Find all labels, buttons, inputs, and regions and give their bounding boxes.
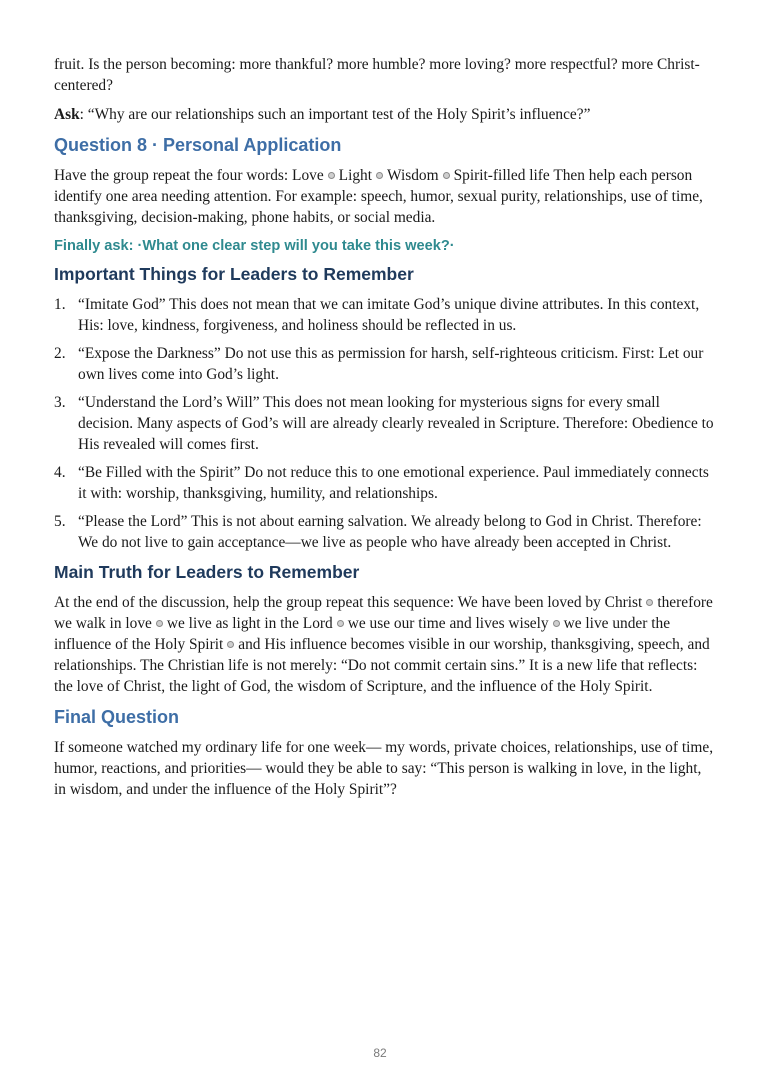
list-number: 1. [54, 296, 66, 313]
list-item-text: “Understand the Lord’s Will” This does not mean looking for mysterious signs for every small decision. Many aspects of God’s will are already clearly revealed in Scripture. Therefore: Obedience to His revealed will comes first. [78, 394, 714, 453]
ask-label: Ask [54, 106, 80, 123]
main-truth-text: we use our time and lives wisely [347, 615, 549, 632]
bullet-icon [328, 172, 335, 179]
main-truth-paragraph [54, 592, 716, 697]
list-number: 3. [54, 394, 66, 411]
list-item-text: “Be Filled with the Spirit” Do not reduce this to one emotional experience. Paul immediately connects it with: worship, thanksgiving, humility, and relationships. [78, 464, 709, 502]
page-number: 82 [373, 1046, 387, 1060]
question8-paragraph [54, 165, 716, 228]
bullet-icon [227, 641, 234, 648]
bullet-icon [553, 620, 560, 627]
list-item [54, 462, 716, 504]
ask-paragraph [54, 104, 716, 125]
list-item-text: “Expose the Darkness” Do not use this as permission for harsh, self-righteous criticism. First: Let our own lives come into God’s light. [78, 345, 704, 383]
final-question-heading: Final Question [54, 707, 180, 727]
bullet-icon [443, 172, 450, 179]
list-item [54, 511, 716, 553]
final-question-paragraph: If someone watched my ordinary life for one week— my words, private choices, relationships, use of time, humor, reactions, and priorities— would they be able to say: “This person is walking in love, in the light, in wisdom, and under the influence of the Holy Spirit”? [54, 739, 714, 798]
list-item-text: “Please the Lord” This is not about earning salvation. We already belong to God in Christ. Therefore: We do not live to gain acceptance—we live as people who have already been accepted in Christ. [78, 513, 702, 551]
finally-ask: Finally ask: ·What one clear step will you take this week?· [54, 238, 455, 254]
question8-heading: Question 8 · Personal Application [54, 135, 342, 155]
bullet-icon [337, 620, 344, 627]
main-truth-text: we live as light in the Lord [166, 615, 333, 632]
main-truth-text: we live under the influence of the Holy Spirit [54, 615, 671, 653]
bullet-icon [646, 599, 653, 606]
list-number: 2. [54, 345, 66, 362]
main-truth-text: At the end of the discussion, help the group repeat this sequence: We have been loved by Christ [54, 594, 643, 611]
list-item [54, 294, 716, 336]
question8-word-wisdom: Wisdom [387, 167, 439, 184]
main-truth-text: and His influence becomes visible in our worship, thanksgiving, speech, and relationships. The Christian life is not merely: “Do not commit certain sins.” It is a new life that reflects: the love of Christ, the light of God, the wisdom of Scripture, and the influence of the Holy Spirit. [54, 636, 710, 695]
list-number: 4. [54, 464, 66, 481]
main-truth-text: therefore we walk in love [54, 594, 713, 632]
list-item [54, 343, 716, 385]
question8-text-end: Spirit-filled life Then help each person identify one area needing attention. For example: speech, humor, sexual purity, relationships, use of time, thanksgiving, decision-making, phone habits, or social media. [54, 167, 703, 226]
main-truth-heading: Main Truth for Leaders to Remember [54, 562, 360, 582]
ask-text: : “Why are our relationships such an important test of the Holy Spirit’s influence?” [79, 106, 591, 123]
important-heading: Important Things for Leaders to Remember [54, 264, 414, 284]
bullet-icon [156, 620, 163, 627]
question8-text-start: Have the group repeat the four words: Love [54, 167, 324, 184]
list-item-text: “Imitate God” This does not mean that we can imitate God’s unique divine attributes. In this context, His: love, kindness, forgiveness, and holiness should be reflected in us. [78, 296, 700, 334]
bullet-icon [376, 172, 383, 179]
important-list [54, 294, 716, 553]
list-item [54, 392, 716, 455]
question8-word-light: Light [338, 167, 373, 184]
intro-paragraph: fruit. Is the person becoming: more thankful? more humble? more loving? more respectful? more Christ-centered? [54, 56, 700, 94]
list-number: 5. [54, 513, 66, 530]
